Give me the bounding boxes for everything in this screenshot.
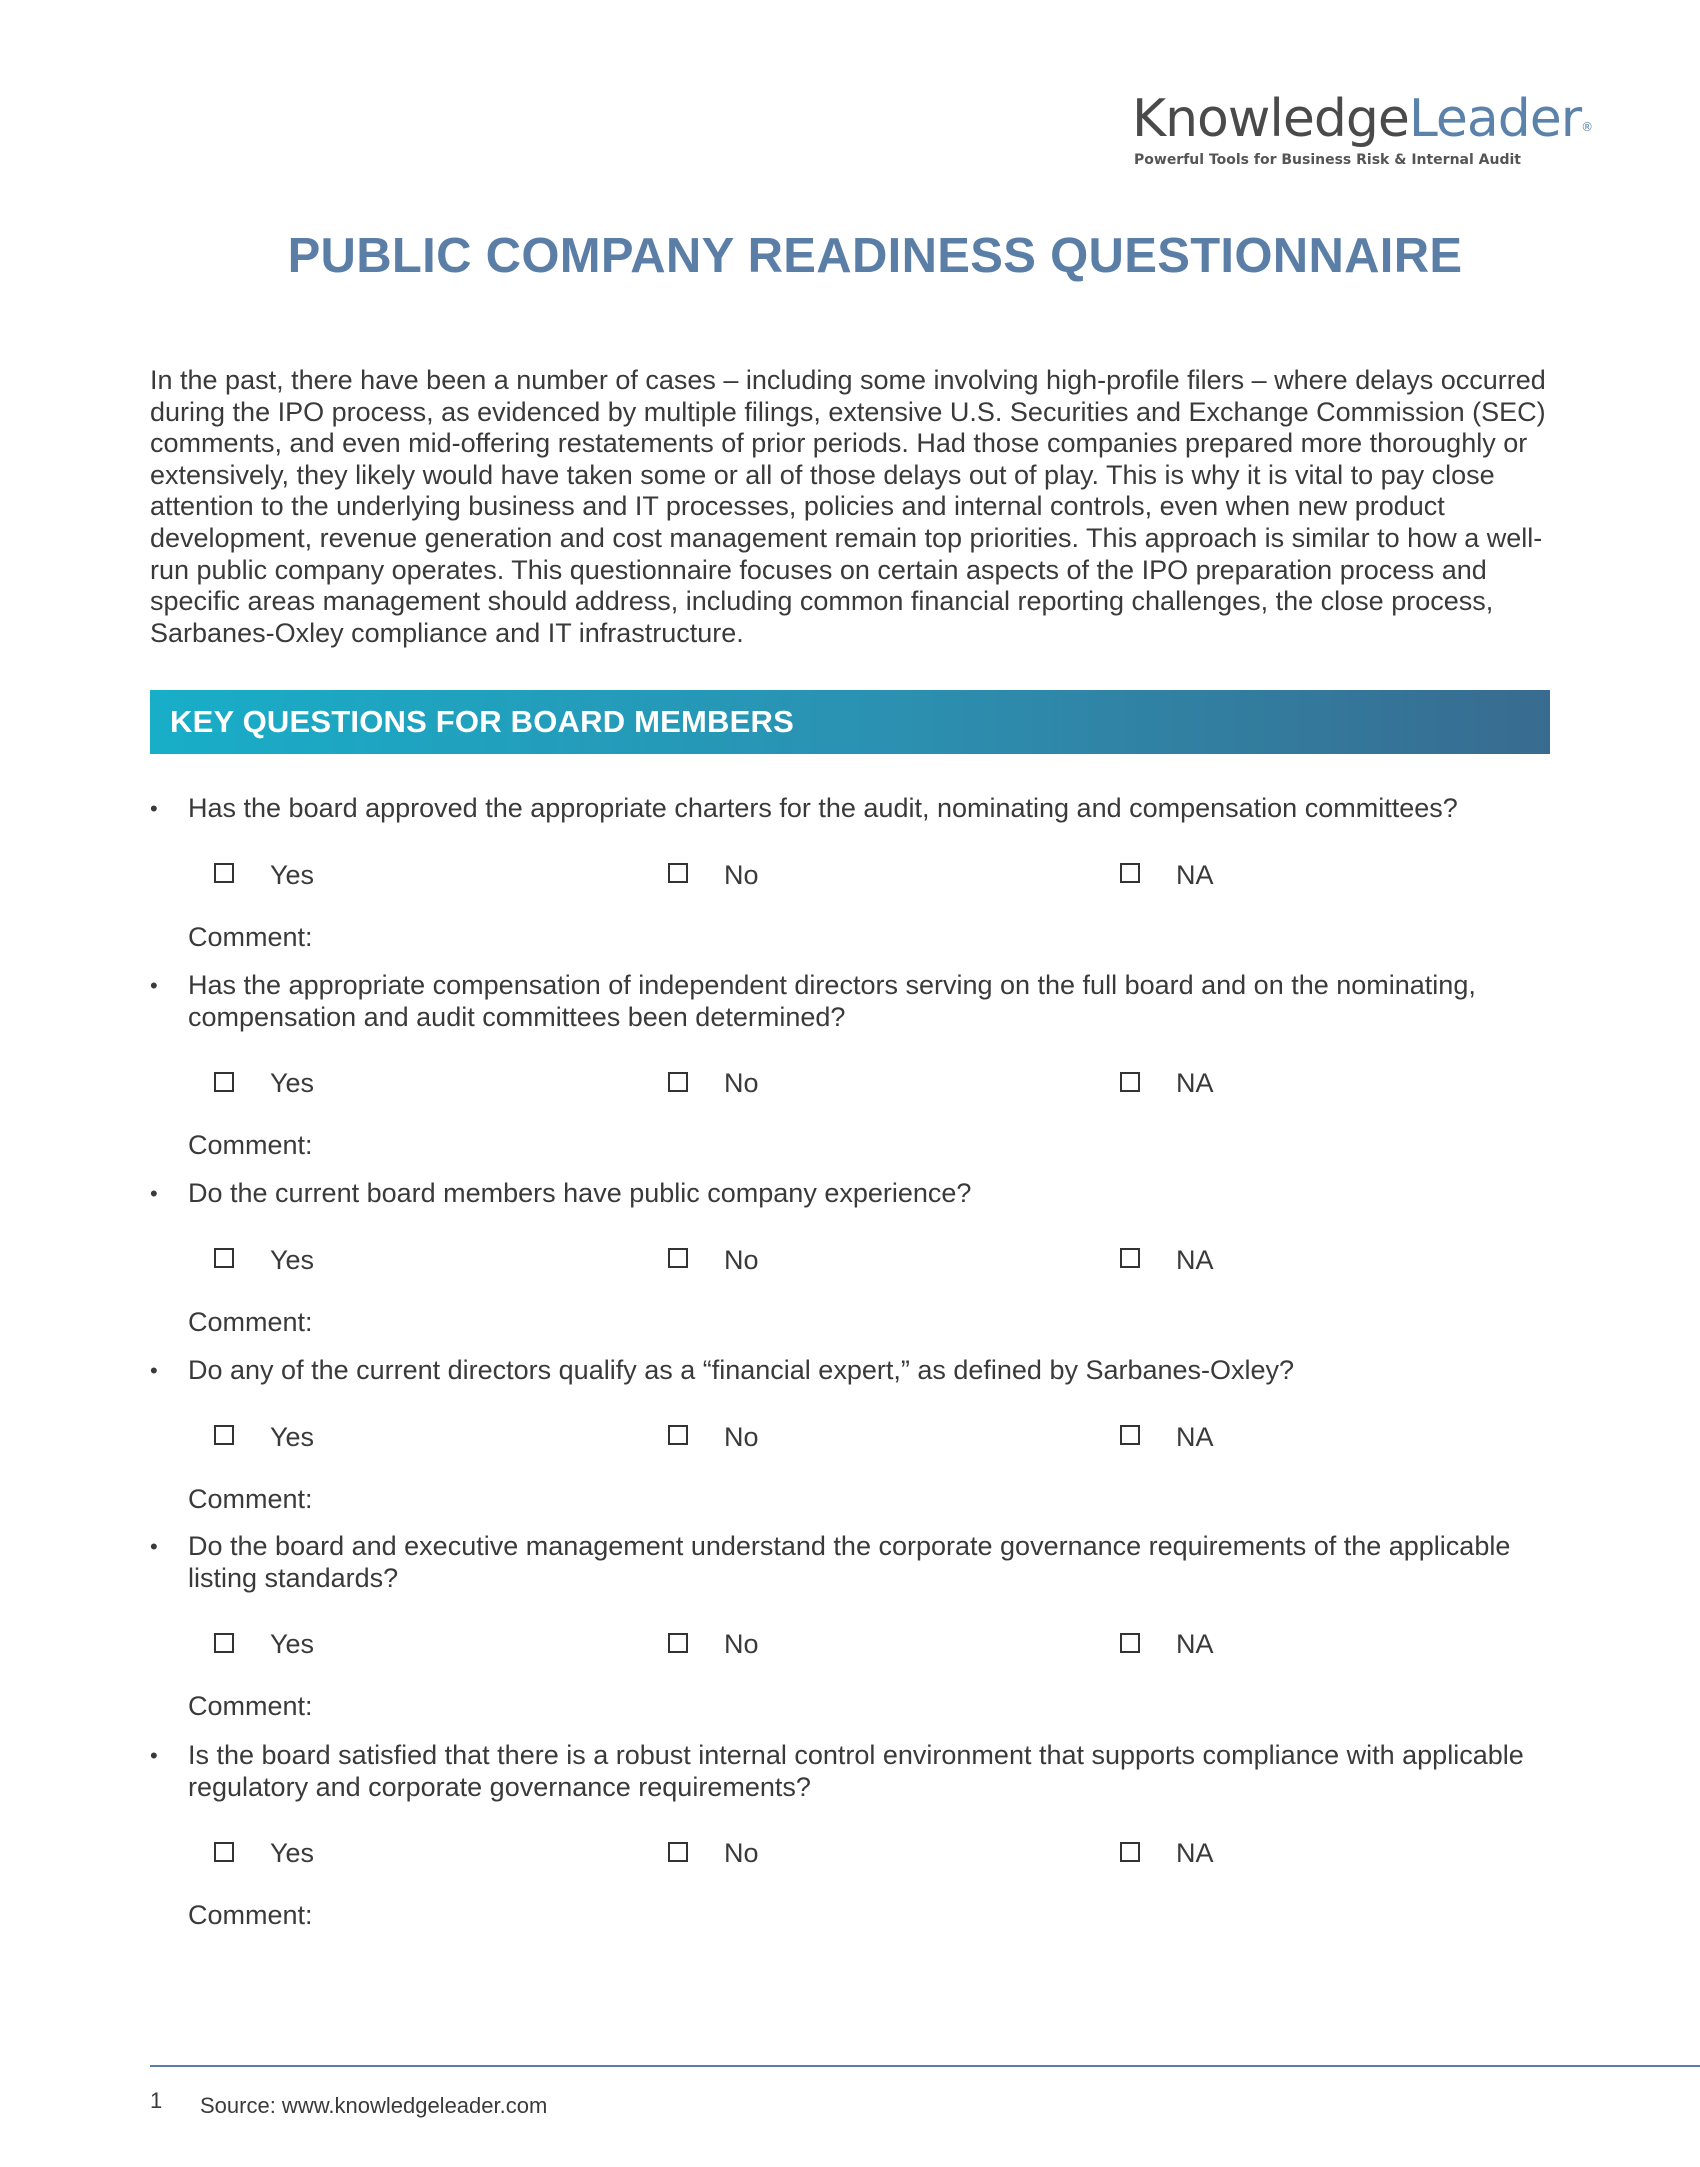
option-label: No — [724, 1629, 759, 1660]
option-yes[interactable] — [214, 855, 314, 895]
option-na[interactable] — [1120, 1624, 1214, 1664]
comment-label: Comment: — [188, 1483, 313, 1514]
section-header-board-members: KEY QUESTIONS FOR BOARD MEMBERS — [150, 690, 1550, 754]
option-no[interactable] — [668, 1240, 759, 1280]
comment-label: Comment: — [188, 1130, 313, 1161]
checkbox-icon[interactable] — [668, 1248, 688, 1268]
option-label: No — [724, 1421, 759, 1452]
logo-leader-text: Leader — [1408, 89, 1582, 149]
comment-label: Comment: — [188, 921, 313, 952]
logo-knowledge-text: Knowledge — [1132, 89, 1409, 149]
checkbox-icon[interactable] — [668, 1072, 688, 1092]
document-title: PUBLIC COMPANY READINESS QUESTIONNAIRE — [287, 229, 1463, 283]
question-text: Do any of the current directors qualify as a “financial expert,” as defined by Sarbanes-Oxley? — [188, 1355, 1295, 1385]
bullet-icon: • — [150, 796, 158, 821]
option-label: No — [724, 1838, 759, 1869]
footer-divider — [150, 2065, 1700, 2067]
option-yes[interactable] — [214, 1417, 314, 1457]
option-yes[interactable] — [214, 1063, 314, 1103]
question-text: Do the board and executive management understand the corporate governance requirements of the applicable listing standards? — [188, 1531, 1511, 1593]
bullet-icon: • — [150, 973, 158, 998]
question-item — [150, 1178, 1560, 1338]
checkbox-icon[interactable] — [214, 1425, 234, 1445]
checkbox-icon[interactable] — [214, 1633, 234, 1653]
option-na[interactable] — [1120, 1833, 1214, 1873]
checkbox-icon[interactable] — [214, 1072, 234, 1092]
option-label: NA — [1176, 1068, 1214, 1099]
answer-options — [150, 855, 1560, 895]
option-na[interactable] — [1120, 1063, 1214, 1103]
question-text: Do the current board members have public company experience? — [188, 1178, 972, 1208]
bullet-icon: • — [150, 1181, 158, 1206]
option-yes[interactable] — [214, 1833, 314, 1873]
logo-wordmark — [1132, 88, 1593, 150]
option-na[interactable] — [1120, 1417, 1214, 1457]
option-na[interactable] — [1120, 1240, 1214, 1280]
answer-options — [150, 1063, 1560, 1103]
checkbox-icon[interactable] — [1120, 1633, 1140, 1653]
checkbox-icon[interactable] — [214, 1248, 234, 1268]
option-label: NA — [1176, 1838, 1214, 1869]
checkbox-icon[interactable] — [214, 863, 234, 883]
answer-options — [150, 1417, 1560, 1457]
checkbox-icon[interactable] — [1120, 1072, 1140, 1092]
option-no[interactable] — [668, 1417, 759, 1457]
option-label: Yes — [270, 1629, 315, 1660]
comment-label: Comment: — [188, 1306, 313, 1337]
option-no[interactable] — [668, 1833, 759, 1873]
question-item — [150, 1740, 1560, 1931]
checkbox-icon[interactable] — [1120, 1842, 1140, 1862]
option-label: Yes — [270, 1838, 315, 1869]
question-text-row — [150, 1740, 1560, 1803]
option-label: NA — [1176, 859, 1214, 890]
question-text: Has the appropriate compensation of independent directors serving on the full board and on the nominating, compensation and audit committees been determined? — [188, 970, 1476, 1032]
option-label: Yes — [270, 1068, 315, 1099]
checkbox-icon[interactable] — [668, 1425, 688, 1445]
page-number: 1 — [150, 2088, 163, 2113]
comment-label: Comment: — [188, 1900, 313, 1931]
option-label: Yes — [270, 859, 315, 890]
option-no[interactable] — [668, 1624, 759, 1664]
answer-options — [150, 1624, 1560, 1664]
question-text-row — [150, 1531, 1560, 1594]
logo-tagline: Powerful Tools for Business Risk & Internal Audit — [1134, 152, 1521, 168]
checkbox-icon[interactable] — [1120, 1425, 1140, 1445]
question-item — [150, 793, 1560, 953]
question-item — [150, 1355, 1560, 1515]
option-label: No — [724, 1068, 759, 1099]
option-no[interactable] — [668, 855, 759, 895]
answer-options — [150, 1240, 1560, 1280]
bullet-icon: • — [150, 1534, 158, 1559]
option-label: NA — [1176, 1244, 1214, 1275]
checkbox-icon[interactable] — [668, 863, 688, 883]
option-label: Yes — [270, 1421, 315, 1452]
question-text: Has the board approved the appropriate charters for the audit, nominating and compensation committees? — [188, 793, 1458, 823]
option-no[interactable] — [668, 1063, 759, 1103]
option-label: NA — [1176, 1421, 1214, 1452]
footer-source: Source: www.knowledgeleader.com — [200, 2093, 548, 2118]
bullet-icon: • — [150, 1743, 158, 1768]
option-na[interactable] — [1120, 855, 1214, 895]
question-text-row — [150, 1355, 1560, 1387]
question-item — [150, 970, 1560, 1161]
checkbox-icon[interactable] — [668, 1842, 688, 1862]
answer-options — [150, 1833, 1560, 1873]
option-label: Yes — [270, 1244, 315, 1275]
option-yes[interactable] — [214, 1240, 314, 1280]
checkbox-icon[interactable] — [1120, 863, 1140, 883]
question-item — [150, 1531, 1560, 1722]
checkbox-icon[interactable] — [214, 1842, 234, 1862]
knowledgeleader-logo — [1132, 88, 1593, 168]
question-text-row — [150, 793, 1560, 825]
bullet-icon: • — [150, 1358, 158, 1383]
comment-label: Comment: — [188, 1691, 313, 1722]
checkbox-icon[interactable] — [1120, 1248, 1140, 1268]
question-text-row — [150, 970, 1560, 1033]
logo-registered-mark: ® — [1581, 120, 1593, 134]
intro-paragraph: In the past, there have been a number of cases – including some involving high-profile filers – where delays occurred during the IPO process, as evidenced by multiple filings, extensive U.S. Securities and Exchange Commission (SEC) comments, and even mid-offering restatements of prior periods. Had those companies prepared more thoroughly or extensively, they likely would have taken some or all of those delays out of play. This is why it is vital to pay close attention to the underlying business and IT processes, policies and internal controls, even when new product development, revenue generation and cost management remain top priorities. This approach is similar to how a well-run public company operates. This questionnaire focuses on certain aspects of the IPO preparation process and specific areas management should address, including common financial reporting challenges, the close process, Sarbanes-Oxley compliance and IT infrastructure. — [150, 365, 1546, 648]
option-yes[interactable] — [214, 1624, 314, 1664]
option-label: NA — [1176, 1629, 1214, 1660]
option-label: No — [724, 859, 759, 890]
option-label: No — [724, 1244, 759, 1275]
checkbox-icon[interactable] — [668, 1633, 688, 1653]
question-text-row — [150, 1178, 1560, 1210]
question-text: Is the board satisfied that there is a robust internal control environment that supports compliance with applicable regulatory and corporate governance requirements? — [188, 1740, 1524, 1802]
